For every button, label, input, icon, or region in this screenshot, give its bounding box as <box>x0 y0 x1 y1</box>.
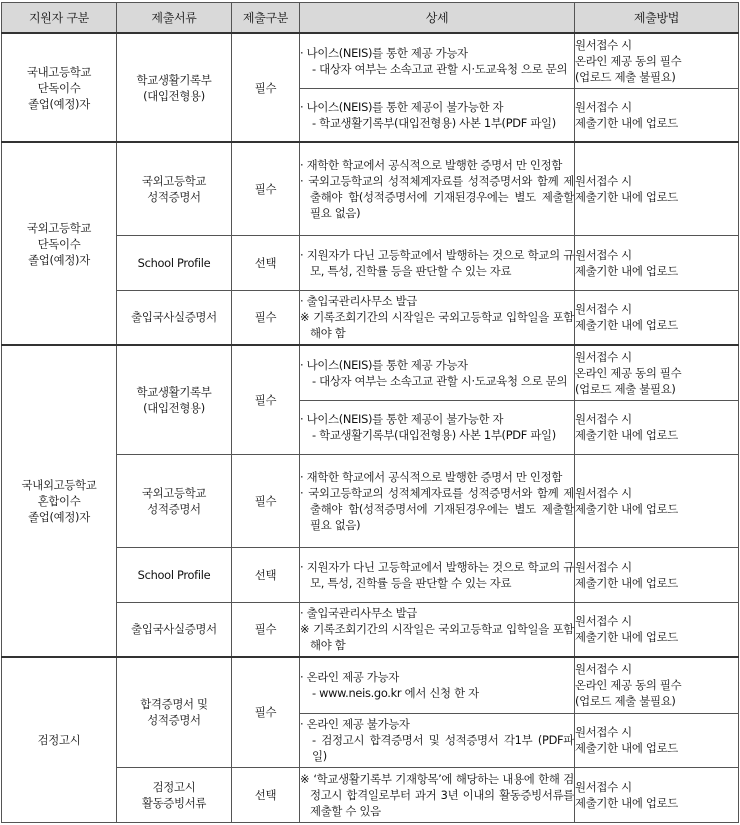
method-cell <box>575 547 739 602</box>
document-name-cell <box>117 767 232 822</box>
document-name-line: 성적증명서 <box>147 713 201 728</box>
document-name-line: School Profile <box>137 255 211 270</box>
detail-cell <box>300 400 575 454</box>
applicant-line: 졸업(예정)자 <box>28 510 90 524</box>
table-row <box>2 33 739 88</box>
document-name-cell <box>117 547 232 602</box>
document-name-line: 성적증명서 <box>147 189 201 204</box>
submission-type-cell: 선택 <box>232 547 300 602</box>
applicant-line: 혼합이수 <box>37 494 81 508</box>
method-cell <box>575 657 739 713</box>
detail-cell <box>300 345 575 400</box>
table-header-row <box>2 3 739 34</box>
method-line: 원서접수 시 <box>575 662 632 677</box>
detail-cell <box>300 713 575 767</box>
submission-type-cell: 선택 <box>232 767 300 822</box>
method-cell <box>575 88 739 142</box>
applicant-cell <box>2 142 117 345</box>
method-line: 원서접수 시 <box>575 302 632 317</box>
document-name-line: 출입국사실증명서 <box>131 310 217 325</box>
document-name-line: 학교생활기록부 <box>136 72 212 87</box>
method-line: 제출기한 내에 업로드 <box>575 575 678 590</box>
document-name-line: 활동증빙서류 <box>141 795 207 810</box>
submission-type-cell: 필수 <box>232 33 300 142</box>
submission-type-cell: 필수 <box>232 602 300 657</box>
method-line: 원서접수 시 <box>575 559 632 574</box>
document-name-cell <box>117 657 232 767</box>
applicant-line: 졸업(예정)자 <box>28 96 90 111</box>
header-submission-method: 제출방법 <box>575 3 739 34</box>
document-name-line: 출입국사실증명서 <box>131 622 217 637</box>
method-line: 원서접수 시 <box>575 247 632 262</box>
detail-line: · 나이스(NEIS)를 통한 제공 가능자 <box>300 357 468 372</box>
detail-line: · 나이스(NEIS)를 통한 제공이 불가능한 자 <box>300 412 504 426</box>
document-name-line: (대입전형용) <box>143 88 205 103</box>
method-line: 제출기한 내에 업로드 <box>575 263 678 278</box>
method-line: 원서접수 시 <box>575 485 632 500</box>
submission-type-cell: 필수 <box>232 454 300 547</box>
detail-line: · 나이스(NEIS)를 통한 제공 가능자 <box>300 45 468 60</box>
detail-line: · 재학한 학교에서 공식적으로 발행한 증명서 만 인정함 <box>300 469 563 484</box>
method-line: 제출기한 내에 업로드 <box>575 741 678 755</box>
method-line: 원서접수 시 <box>575 173 632 188</box>
detail-line: · 지원자가 다닌 고등학교에서 발행하는 것으로 학교의 규모, 특성, 진학률 등을 판단할 수 있는 자료 <box>300 559 574 590</box>
method-cell <box>575 290 739 345</box>
submission-documents-table <box>1 2 739 823</box>
method-cell <box>575 602 739 657</box>
submission-type-cell: 필수 <box>232 290 300 345</box>
table-row <box>2 657 739 713</box>
method-line: 제출기한 내에 업로드 <box>575 501 678 516</box>
method-line: 제출기한 내에 업로드 <box>575 795 678 810</box>
detail-cell <box>300 290 575 345</box>
document-name-line: 학교생활기록부 <box>136 384 212 399</box>
method-line: 원서접수 시 <box>575 725 632 739</box>
method-line: 온라인 제공 동의 필수 <box>575 53 682 68</box>
method-line: 제출기한 내에 업로드 <box>575 630 678 645</box>
applicant-line: 국외고등학교 <box>26 220 92 235</box>
method-line: 제출기한 내에 업로드 <box>575 318 678 333</box>
table-row <box>2 142 739 235</box>
detail-subline: - www.neis.go.kr 에서 신청 한 자 <box>312 686 479 701</box>
method-cell <box>575 767 739 822</box>
method-line: 제출기한 내에 업로드 <box>575 428 678 442</box>
detail-line: · 온라인 제공 불가능자 <box>300 717 410 731</box>
document-name-cell <box>117 602 232 657</box>
applicant-line: 국내고등학교 <box>26 64 92 79</box>
applicant-line: 국내외고등학교 <box>21 478 97 492</box>
document-name-cell <box>117 454 232 547</box>
applicant-cell <box>2 345 117 657</box>
detail-subline: - 대상자 여부는 소속고교 관할 시·도교육청 으로 문의 <box>312 373 568 388</box>
detail-line: · 출입국관리사무소 발급 <box>300 606 417 621</box>
detail-line: · 나이스(NEIS)를 통한 제공이 불가능한 자 <box>300 99 504 114</box>
method-cell <box>575 142 739 235</box>
document-name-line: 국외고등학교 <box>141 485 207 500</box>
document-name-cell <box>117 142 232 235</box>
method-line: 온라인 제공 동의 필수 <box>575 365 682 380</box>
detail-line: · 출입국관리사무소 발급 <box>300 294 417 309</box>
applicant-line: 졸업(예정)자 <box>28 252 90 267</box>
header-document: 제출서류 <box>117 3 232 34</box>
method-cell <box>575 235 739 290</box>
document-name-line: 합격증명서 및 <box>140 697 208 712</box>
detail-cell <box>300 767 575 822</box>
method-line: 원서접수 시 <box>575 99 632 114</box>
document-name-line: 성적증명서 <box>147 501 201 516</box>
method-line: 온라인 제공 동의 필수 <box>575 678 682 693</box>
method-line: 제출기한 내에 업로드 <box>575 189 678 204</box>
method-cell <box>575 345 739 400</box>
submission-type-cell: 필수 <box>232 657 300 767</box>
header-submission-type: 제출구분 <box>232 3 300 34</box>
detail-cell <box>300 88 575 142</box>
submission-type-cell: 필수 <box>232 142 300 235</box>
document-name-cell <box>117 33 232 142</box>
document-name-cell <box>117 235 232 290</box>
document-name-line: School Profile <box>137 567 211 582</box>
detail-cell <box>300 657 575 713</box>
submission-type-cell: 선택 <box>232 235 300 290</box>
header-applicant-type: 지원자 구분 <box>2 3 117 34</box>
table-row <box>2 345 739 400</box>
submission-type-cell: 필수 <box>232 345 300 454</box>
method-cell <box>575 713 739 767</box>
detail-cell <box>300 454 575 547</box>
method-line: 원서접수 시 <box>575 349 632 364</box>
applicant-line: 단독이수 <box>37 236 81 251</box>
method-line: 원서접수 시 <box>575 614 632 629</box>
detail-line: · 국외고등학교의 성적체계자료를 성적증명서와 함께 제출해야 함(성적증명서에 기재된경우에는 별도 제출할 필요 없음) <box>300 173 574 220</box>
applicant-line: 검정고시 <box>37 732 81 747</box>
detail-note: ※ ‘학교생활기록부 기재항목’에 해당하는 내용에 한해 검정고시 합격일로부터 과거 3년 이내의 활동증빙서류를 제출할 수 있음 <box>300 771 574 818</box>
detail-subline: - 학교생활기록부(대입전형용) 사본 1부(PDF 파일) <box>312 115 556 130</box>
detail-line: · 지원자가 다닌 고등학교에서 발행하는 것으로 학교의 규모, 특성, 진학률 등을 판단할 수 있는 자료 <box>300 247 574 278</box>
detail-subline: - 학교생활기록부(대입전형용) 사본 1부(PDF 파일) <box>312 428 556 442</box>
method-cell <box>575 400 739 454</box>
applicant-cell <box>2 33 117 142</box>
detail-note: ※ 기록조회기간의 시작일은 국외고등학교 입학일을 포함해야 함 <box>300 310 574 341</box>
detail-line: · 재학한 학교에서 공식적으로 발행한 증명서 만 인정함 <box>300 157 563 172</box>
detail-line: · 온라인 제공 가능자 <box>300 670 399 685</box>
method-cell <box>575 454 739 547</box>
method-line: 원서접수 시 <box>575 779 632 794</box>
method-line: (업로드 제출 불필요) <box>575 694 676 709</box>
detail-line: · 국외고등학교의 성적체계자료를 성적증명서와 함께 제출해야 함(성적증명서에 기재된경우에는 별도 제출할 필요 없음) <box>300 485 574 532</box>
document-name-line: (대입전형용) <box>143 400 205 415</box>
document-name-cell <box>117 345 232 454</box>
method-line: 원서접수 시 <box>575 37 632 52</box>
detail-cell <box>300 235 575 290</box>
applicant-cell <box>2 657 117 822</box>
detail-subline: - 대상자 여부는 소속고교 관할 시·도교육청 으로 문의 <box>312 61 568 76</box>
header-detail: 상세 <box>300 3 575 34</box>
detail-cell <box>300 33 575 88</box>
document-name-line: 검정고시 <box>152 779 196 794</box>
detail-cell <box>300 602 575 657</box>
method-line: 제출기한 내에 업로드 <box>575 115 678 130</box>
method-line: 원서접수 시 <box>575 412 632 426</box>
applicant-line: 단독이수 <box>37 80 81 95</box>
method-line: (업로드 제출 불필요) <box>575 381 676 396</box>
method-line: (업로드 제출 불필요) <box>575 69 676 84</box>
method-cell <box>575 33 739 88</box>
detail-note: ※ 기록조회기간의 시작일은 국외고등학교 입학일을 포함해야 함 <box>300 622 574 653</box>
detail-subline: - 검정고시 합격증명서 및 성적증명서 각1부 (PDF파일) <box>312 733 574 763</box>
document-name-cell <box>117 290 232 345</box>
document-name-line: 국외고등학교 <box>141 173 207 188</box>
detail-cell <box>300 142 575 235</box>
detail-cell <box>300 547 575 602</box>
